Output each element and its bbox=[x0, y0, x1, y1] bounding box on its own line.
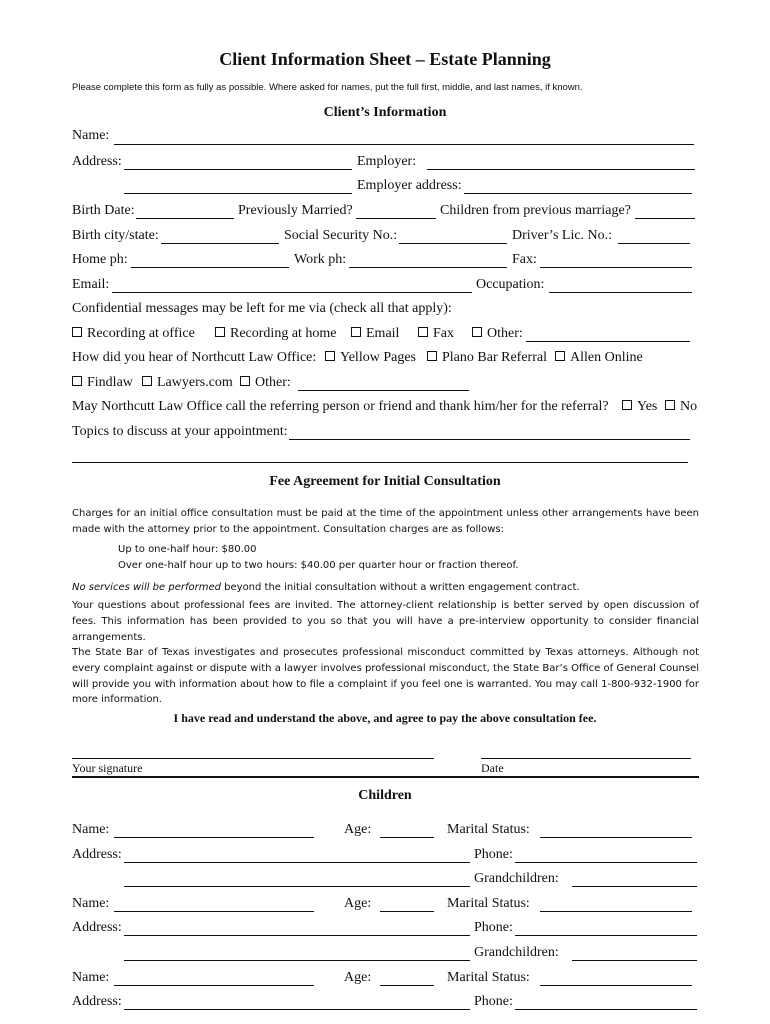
employer-label: Employer: bbox=[357, 154, 417, 169]
client-info-heading: Client’s Information bbox=[323, 105, 447, 120]
msg-other-field[interactable] bbox=[526, 341, 690, 342]
call-referral-label: May Northcutt Law Office call the referring person or friend and thank him/her for the referral? bbox=[72, 399, 609, 414]
child3-age-label: Age: bbox=[344, 970, 372, 985]
child3-phone-field[interactable] bbox=[515, 1009, 697, 1010]
child3-address-field[interactable] bbox=[124, 1009, 470, 1010]
msg-option-email[interactable]: Email bbox=[351, 326, 399, 342]
topics-field-line2[interactable] bbox=[72, 462, 688, 463]
child2-name-field[interactable] bbox=[114, 911, 314, 912]
child1-phone-label: Phone: bbox=[474, 847, 513, 862]
drivers-lic-field[interactable] bbox=[618, 243, 690, 244]
occupation-label: Occupation: bbox=[476, 277, 545, 292]
checkbox-icon[interactable] bbox=[622, 400, 632, 410]
child2-phone-label: Phone: bbox=[474, 920, 513, 935]
questions-paragraph: Your questions about professional fees are invited. The attorney-client relationship is better served by open discussion of fees. This information has been provided to you so that you will have a pre-interview opportunity to consider financial arrangements. bbox=[72, 600, 699, 643]
signature-field[interactable] bbox=[72, 758, 434, 759]
client-name-label: Name: bbox=[72, 128, 110, 143]
employer-address-field[interactable] bbox=[464, 193, 692, 194]
checkbox-icon[interactable] bbox=[215, 327, 225, 337]
referral-yes-option[interactable]: Yes bbox=[622, 399, 657, 415]
birth-city-field[interactable] bbox=[161, 243, 279, 244]
child3-address-label: Address: bbox=[72, 994, 122, 1009]
msg-option-other[interactable]: Other: bbox=[472, 326, 523, 342]
date-field[interactable] bbox=[481, 758, 691, 759]
child2-address-line2-field[interactable] bbox=[124, 960, 470, 961]
checkbox-icon[interactable] bbox=[555, 351, 565, 361]
child3-name-field[interactable] bbox=[114, 985, 314, 986]
hear-option-findlaw[interactable]: Findlaw bbox=[72, 375, 133, 391]
confidential-messages-label: Confidential messages may be left for me via (check all that apply): bbox=[72, 301, 452, 316]
child1-marital-label: Marital Status: bbox=[447, 822, 530, 837]
charges-paragraph: Charges for an initial office consultation must be paid at the time of the appointment unless other arrangements have been made with the attorney prior to the appointment. Consultation charges are as follows: bbox=[72, 508, 699, 535]
msg-option-fax[interactable]: Fax bbox=[418, 326, 454, 342]
child2-grandchildren-field[interactable] bbox=[572, 960, 697, 961]
employer-address-label: Employer address: bbox=[357, 178, 462, 193]
child3-marital-label: Marital Status: bbox=[447, 970, 530, 985]
checkbox-icon[interactable] bbox=[240, 376, 250, 386]
no-services-emphasis: No services will be performed bbox=[72, 582, 221, 593]
checkbox-icon[interactable] bbox=[72, 376, 82, 386]
child1-grandchildren-field[interactable] bbox=[572, 886, 697, 887]
msg-option-recording-home[interactable]: Recording at home bbox=[215, 326, 337, 342]
children-prev-marriage-label: Children from previous marriage? bbox=[440, 203, 631, 218]
child2-age-label: Age: bbox=[344, 896, 372, 911]
birth-date-label: Birth Date: bbox=[72, 203, 135, 218]
checkbox-icon[interactable] bbox=[142, 376, 152, 386]
checkbox-icon[interactable] bbox=[665, 400, 675, 410]
birth-date-field[interactable] bbox=[136, 218, 234, 219]
hear-option-yellow-pages[interactable]: Yellow Pages bbox=[325, 350, 416, 366]
checkbox-icon[interactable] bbox=[418, 327, 428, 337]
checkbox-icon[interactable] bbox=[472, 327, 482, 337]
drivers-lic-label: Driver’s Lic. No.: bbox=[512, 228, 613, 243]
child1-address-label: Address: bbox=[72, 847, 122, 862]
hear-about-label: How did you hear of Northcutt Law Office: bbox=[72, 350, 317, 365]
employer-field[interactable] bbox=[427, 169, 695, 170]
child1-grandchildren-label: Grandchildren: bbox=[474, 871, 559, 886]
children-prev-marriage-field[interactable] bbox=[635, 218, 695, 219]
hear-option-lawyers-com[interactable]: Lawyers.com bbox=[142, 375, 233, 391]
child1-name-field[interactable] bbox=[114, 837, 314, 838]
rate-over-half-hour: Over one-half hour up to two hours: $40.00 per quarter hour or fraction thereof. bbox=[118, 560, 519, 571]
email-label: Email: bbox=[72, 277, 110, 292]
hear-option-plano-bar[interactable]: Plano Bar Referral bbox=[427, 350, 547, 366]
child2-phone-field[interactable] bbox=[515, 935, 697, 936]
section-divider bbox=[72, 776, 699, 778]
child1-age-field[interactable] bbox=[380, 837, 434, 838]
referral-no-option[interactable]: No bbox=[665, 399, 697, 415]
work-phone-label: Work ph: bbox=[294, 252, 347, 267]
form-title: Client Information Sheet – Estate Planning bbox=[219, 49, 551, 69]
child1-name-label: Name: bbox=[72, 822, 110, 837]
topics-field[interactable] bbox=[289, 439, 690, 440]
work-phone-field[interactable] bbox=[349, 267, 507, 268]
child2-marital-label: Marital Status: bbox=[447, 896, 530, 911]
client-address-field[interactable] bbox=[124, 169, 352, 170]
ssn-field[interactable] bbox=[399, 243, 507, 244]
fax-field[interactable] bbox=[540, 267, 692, 268]
signature-label: Your signature bbox=[72, 761, 143, 775]
hear-option-other[interactable]: Other: bbox=[240, 375, 291, 391]
form-intro: Please complete this form as fully as possible. Where asked for names, put the full first, middle, and last names, if known. bbox=[72, 82, 583, 93]
previously-married-field[interactable] bbox=[356, 218, 436, 219]
client-address-line2-field[interactable] bbox=[124, 193, 352, 194]
home-phone-label: Home ph: bbox=[72, 252, 128, 267]
child1-phone-field[interactable] bbox=[515, 862, 697, 863]
msg-option-recording-office[interactable]: Recording at office bbox=[72, 326, 195, 342]
state-bar-paragraph: The State Bar of Texas investigates and prosecutes professional misconduct committed by Texas attorneys. Although not every complaint against or dispute with a lawyer involves professional misconduct, the State Bar’s Office of General Counsel will provide you with information about how to file a complaint if you feel one is warranted. You may call 1-800-932-1900 for more information. bbox=[72, 647, 699, 706]
child3-age-field[interactable] bbox=[380, 985, 434, 986]
child1-marital-field[interactable] bbox=[540, 837, 692, 838]
child2-address-field[interactable] bbox=[124, 935, 470, 936]
client-name-field[interactable] bbox=[114, 144, 694, 145]
hear-option-allen-online[interactable]: Allen Online bbox=[555, 350, 643, 366]
child3-phone-label: Phone: bbox=[474, 994, 513, 1009]
checkbox-icon[interactable] bbox=[427, 351, 437, 361]
birth-city-label: Birth city/state: bbox=[72, 228, 159, 243]
checkbox-icon[interactable] bbox=[325, 351, 335, 361]
previously-married-label: Previously Married? bbox=[238, 203, 353, 218]
checkbox-icon[interactable] bbox=[351, 327, 361, 337]
child1-age-label: Age: bbox=[344, 822, 372, 837]
no-services-line bbox=[72, 582, 580, 593]
checkbox-icon[interactable] bbox=[72, 327, 82, 337]
client-address-label: Address: bbox=[72, 154, 122, 169]
topics-label: Topics to discuss at your appointment: bbox=[72, 424, 288, 439]
children-heading: Children bbox=[358, 788, 412, 803]
occupation-field[interactable] bbox=[549, 292, 692, 293]
email-field[interactable] bbox=[112, 292, 472, 293]
child3-name-label: Name: bbox=[72, 970, 110, 985]
no-services-text: beyond the initial consultation without a written engagement contract. bbox=[220, 582, 580, 593]
ssn-label: Social Security No.: bbox=[284, 228, 398, 243]
home-phone-field[interactable] bbox=[131, 267, 289, 268]
child2-name-label: Name: bbox=[72, 896, 110, 911]
agreement-statement: I have read and understand the above, and agree to pay the above consultation fee. bbox=[173, 711, 597, 725]
child3-marital-field[interactable] bbox=[540, 985, 692, 986]
child2-age-field[interactable] bbox=[380, 911, 434, 912]
rate-half-hour: Up to one-half hour: $80.00 bbox=[118, 544, 257, 555]
child2-address-label: Address: bbox=[72, 920, 122, 935]
fax-label: Fax: bbox=[512, 252, 537, 267]
hear-other-field[interactable] bbox=[298, 390, 469, 391]
child1-address-field[interactable] bbox=[124, 862, 470, 863]
child2-marital-field[interactable] bbox=[540, 911, 692, 912]
child2-grandchildren-label: Grandchildren: bbox=[474, 945, 559, 960]
fee-agreement-heading: Fee Agreement for Initial Consultation bbox=[269, 474, 501, 489]
date-label: Date bbox=[481, 761, 504, 775]
child1-address-line2-field[interactable] bbox=[124, 886, 470, 887]
